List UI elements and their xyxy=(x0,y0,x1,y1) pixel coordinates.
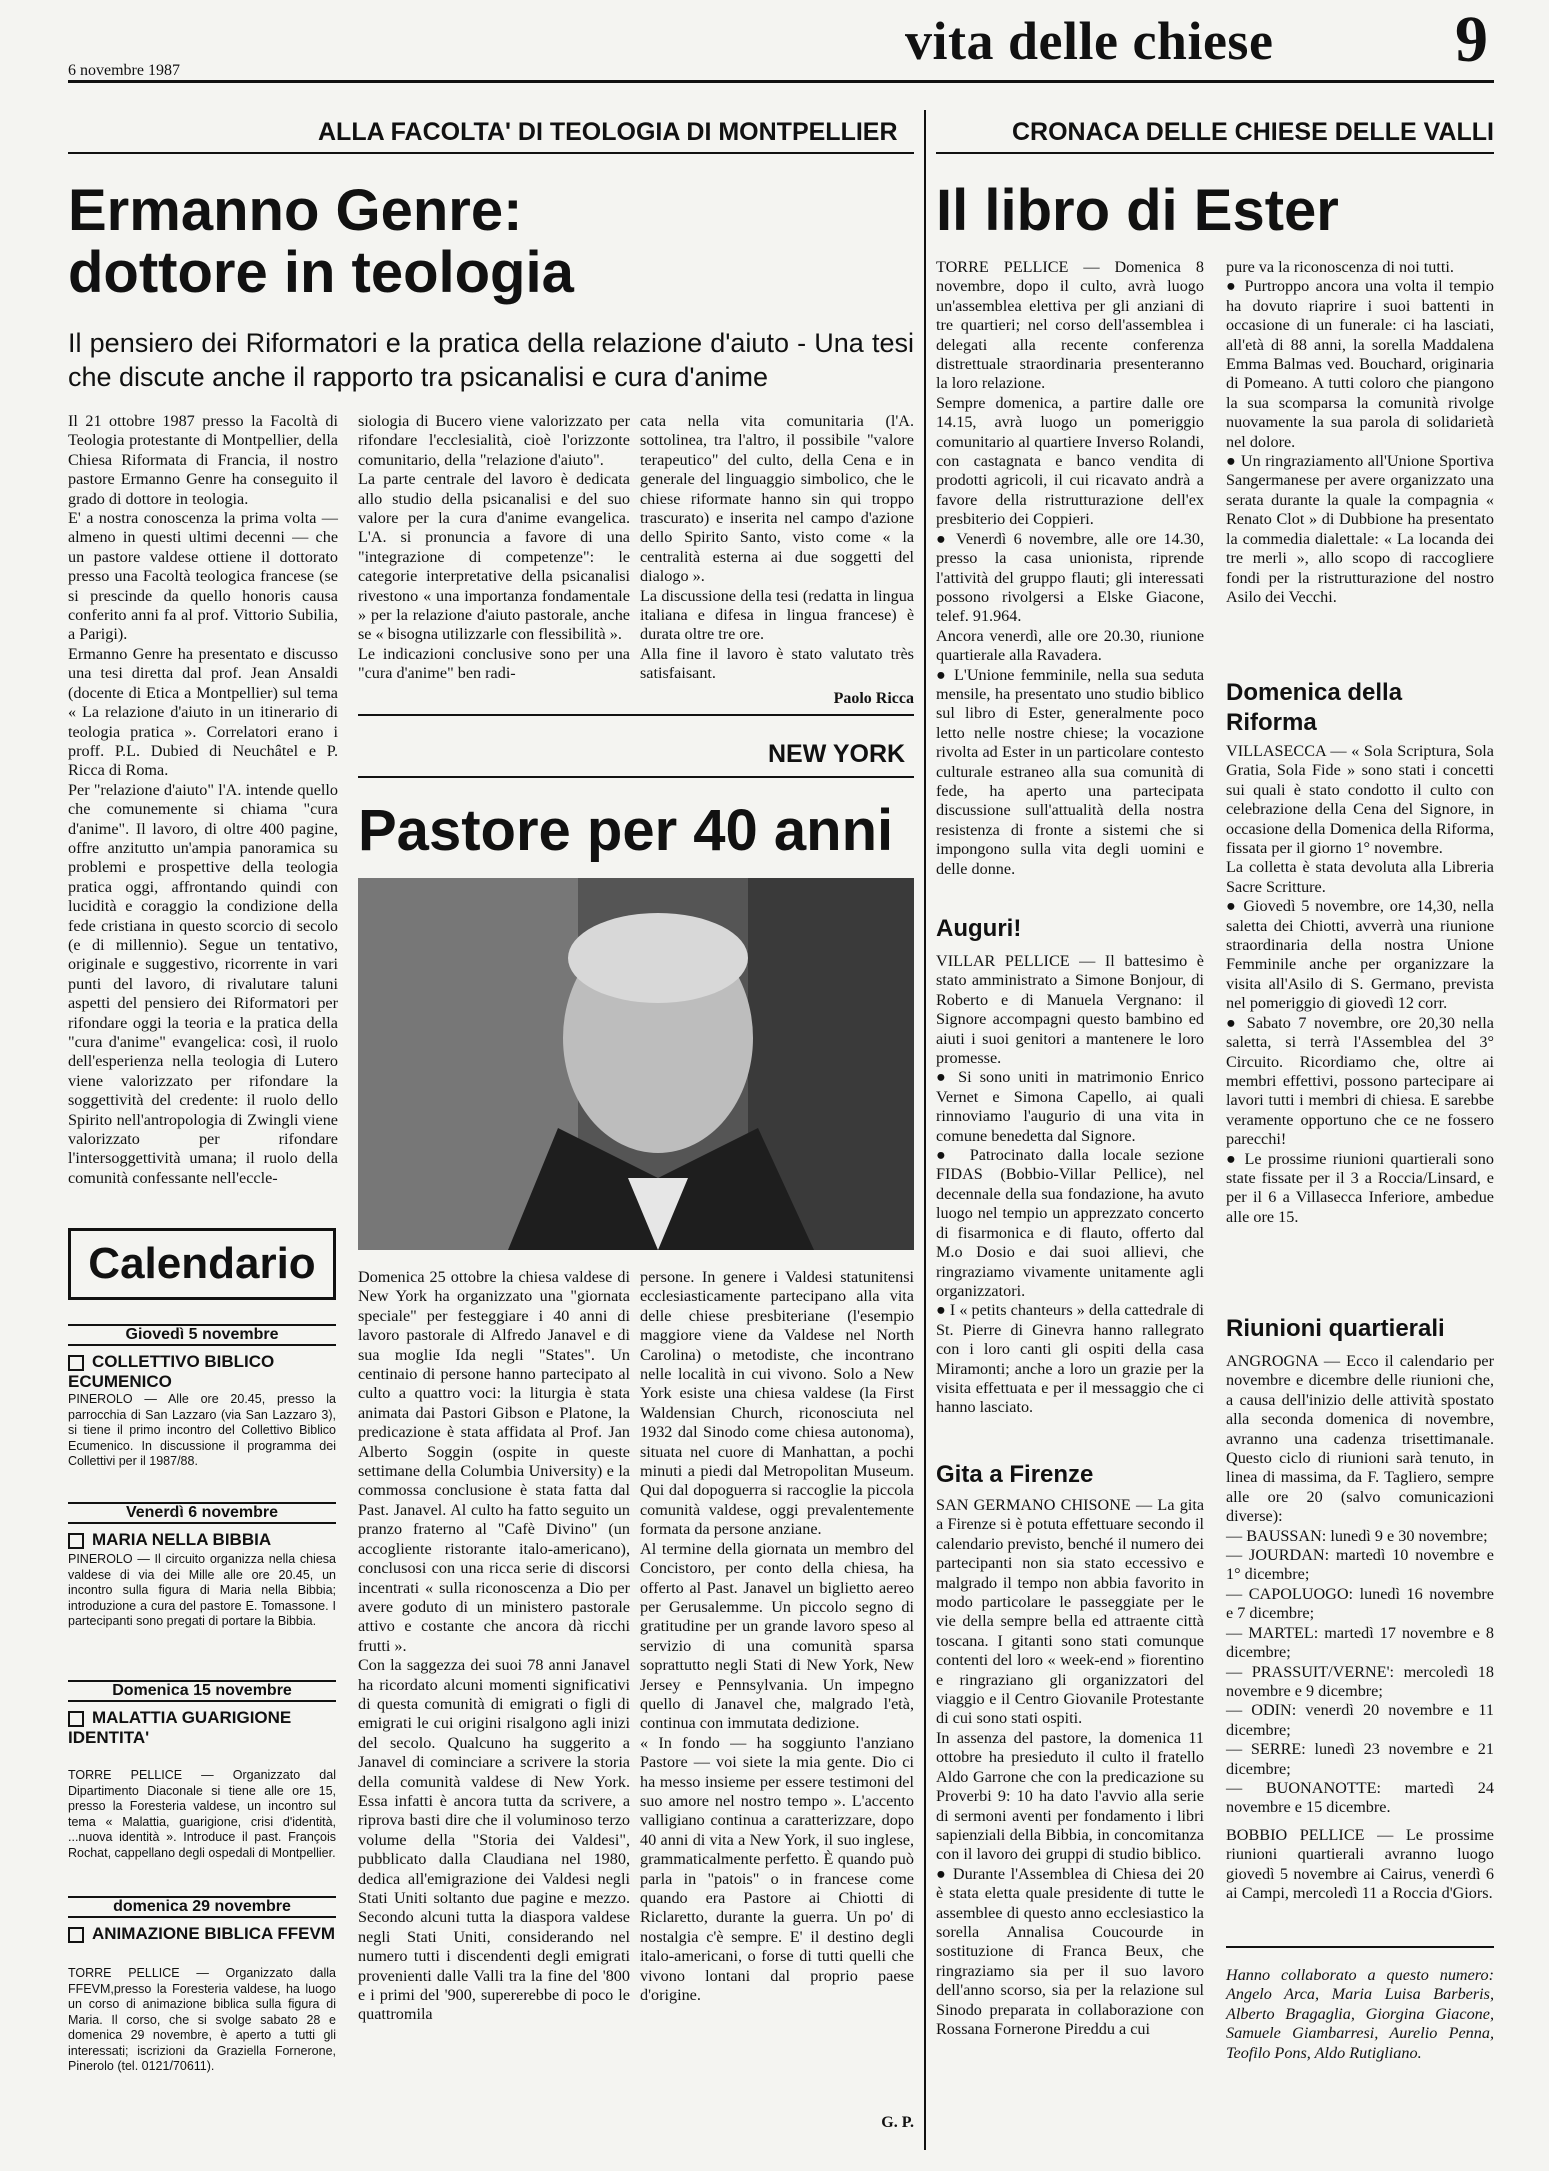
calendar-event-text: TORRE PELLICE — Organizzato dal Dipartimento Diaconale si tiene alle ore 15, presso la Foresteria valdese, un incontro sul tema « Malattia, guarigione, crisi d'identità, ...nuova identità ». Introduce il past. François Rochat, cappellano degli ospedali di Montpellier. xyxy=(68,1768,336,1860)
article1-col2: siologia di Bucero viene valorizzato per rifondare l'ecclesialità, cioè l'orizzonte comunitario, della "relazione d'aiuto". La parte centrale del lavoro è dedicata allo studio della psicanalisi e del suo valore per la cura d'anime evangelica. L'A. si pronuncia a favore di una "integrazione di competenze": le categorie interpretative della psicanalisi rivestono « una importanza fondamentale » per la relazione d'aiuto pastorale, anche se « bisogna utilizzarle con flessibilità ». Le indicazioni conclusive sono per una "cura d'anime" ben radi- xyxy=(358,412,630,683)
gita-title: Gita a Firenze xyxy=(936,1461,1094,1488)
checkbox-icon xyxy=(68,1533,84,1549)
calendar-event-title: MALATTIA GUARIGIONE IDENTITA' xyxy=(68,1708,292,1747)
calendar-event-title: MARIA NELLA BIBBIA xyxy=(68,1530,336,1550)
right-kicker-rule xyxy=(936,152,1494,154)
riforma-title: Domenica della Riforma xyxy=(1226,679,1403,736)
riunioni-text: ANGROGNA — Ecco il calendario per novembre e dicembre delle riunioni che, a causa dell'inizio delle attività spostato alla seconda domenica di novembre, avranno una cadenza trisettimanale. Questo ciclo di riunioni sarà tenuto, in linea di massima, da F. Tagliero, sempre alle ore 20 (salvo comunicazioni diverse): — BAUSSAN: lunedì 9 e 30 novembre; — JOURDAN: martedì 10 novembre e 1° dicembre; — CAPOLUOGO: lunedì 16 novembre e 7 dicembre; — MARTEL: martedì 17 novembre e 8 dicembre; — PRASSUIT/VERNE': mercoledì 18 novembre e 9 dicembre; — ODIN: venerdì 20 novembre e 11 dicembre; — SERRE: lunedì 23 novembre e 21 dicembre; — BUONANOTTE: martedì 24 novembre e 15 dicembre. xyxy=(1226,1352,1494,1817)
riforma-text: VILLASECCA — « Sola Scriptura, Sola Gratia, Sola Fide » sono stati i concetti sui quali è stato condotto il culto con celebrazione della Cena del Signore, in occasione della Domenica della Riforma, fissata per il giorno 1° novembre. La colletta è stata devoluta alla Libreria Sacre Scritture. ● Giovedì 5 novembre, ore 14,30, nella saletta dei Chiotti, avverrà una riunione straordinaria della nostra Unione Femminile anche per organizzare la visita all'Asilo di S. Germano, prevista nel pomeriggio di giovedì 12 corr. ● Sabato 7 novembre, ore 20,30 nella saletta, si terrà l'Assemblea del 3° Circuito. Ricordiamo che, oltre ai membri effettivi, possono partecipare ai lavori tutti i membri di chiesa. E sarebbe veramente opportuno che ce ne fossero parecchi! ● Le prossime riunioni quartierali sono state fissate per il 3 a Roccia/Linsard, e per il 6 a Villasecca Inferiore, ambedue alle ore 15. xyxy=(1226,742,1494,1226)
article2-col1: Domenica 25 ottobre la chiesa valdese di New York ha organizzato una "giornata speciale" per festeggiare i 40 anni di lavoro pastorale di Alfredo Janavel e di sua moglie Ida negli "States". Un centinaio di persone hanno partecipato al culto a quattro voci: la liturgia è stata animata dai Pastori Gibson e Platone, la predicazione è stata affidata al Prof. Jan Alberto Soggin (ospite in queste settimane della Columbia University) e la commossa conclusione è stata fatta dal Past. Janavel. Al culto ha fatto seguito un pranzo fraterno al "Cafè Divino" (un accogliente ristorante italo-americano), conclusosi con una ricca serie di discorsi incentrati « sulla riconoscenza a Dio per avere goduto di un ministero pastorale attivo e costante che ancora dà ricchi frutti ». Con la saggezza dei suoi 78 anni Janavel ha ricordato alcuni momenti significativi di questa comunità di emigrati o figli di emigrati le cui origini risalgono agli inizi del secolo. Qualcuno ha suggerito a Janavel di cominciare a scrivere la storia della comunità valdese di New York. Essa infatti è ancora tutta da scrivere, a riprova basti dire che il voluminoso terzo volume della "Storia dei Valdesi", pubblicato dalla Claudiana nel 1980, dedica all'emigrazione dei Valdesi negli Stati Uniti soltanto due pagine e mezzo. Secondo alcuni tutta la diaspora valdese negli Stati Uniti, considerando nel numero tutti i discendenti degli emigrati provenienti dalle Valli tra la fine del '800 e i primi del '900, supererebbe di poco le quattromila xyxy=(358,1268,630,2024)
article1-title: Ermanno Genre: dottore in teologia xyxy=(68,178,574,305)
checkbox-icon xyxy=(68,1711,84,1727)
issue-date: 6 novembre 1987 xyxy=(68,62,180,79)
calendar-event-title: ANIMAZIONE BIBLICA FFEVM xyxy=(68,1924,336,1944)
bobbio-text: BOBBIO PELLICE — Le prossime riunioni quartierali avranno luogo giovedì 5 novembre ai Cairus, venerdì 6 ai Campi, mercoledì 11 a Roccia d'Giors. xyxy=(1226,1826,1494,1903)
right-title: Il libro di Ester xyxy=(936,178,1339,243)
gita-text: SAN GERMANO CHISONE — La gita a Firenze si è potuta effettuare secondo il calendario previsto, benché il numero dei partecipanti non sia stato eccessivo e malgrado il tempo non abbia favorito in modo particolare le passeggiate per le vie della sempre bella ed attraente città toscana. I gitanti sono stati comunque contenti del loro « week-end » fiorentino e ringraziano gli organizzatori del viaggio e il Centro Giovanile Protestante di cui sono stati ospiti. In assenza del pastore, la domenica 11 ottobre ha presieduto il culto il fratello Aldo Garrone che con la predicazione su Proverbi 9: 10 ha dato l'avvio alla serie di sermoni aventi per fondamento i libri sapienziali della Bibbia, in concomitanza con il lavoro dei gruppi di studio biblico. ● Durante l'Assemblea di Chiesa dei 20 è stata eletta quale presidente di tutte le assemblee di questo anno ecclesiastico la sorella Annalisa Coucourde in sostituzione di Franca Beux, che ringraziamo sia per il suo lavoro dell'anno scorso, sia per la relazione sul Sinodo preparata in collaborazione con Rossana Fornerone Pireddu a cui xyxy=(936,1496,1204,2038)
article1-col3: cata nella vita comunitaria (l'A. sottolinea, tra l'altro, il possibile "valore terapeutico" del culto, della Cena e in generale del linguaggio simbolico, che le chiese riformate hanno sin qui troppo trascurato) e inserita nel campo d'azione dello Spirito Santo, visto come « la centralità esterna ai due soggetti del dialogo ». La discussione della tesi (redatta in lingua italiana e difesa in lingua francese) è durata oltre tre ore. Alla fine il lavoro è stato valutato très satisfaisant. xyxy=(640,412,914,683)
article1-signature: Paolo Ricca xyxy=(833,690,914,707)
calendar-event-title: COLLETTIVO BIBLICO ECUMENICO xyxy=(68,1352,275,1391)
article2-kicker: NEW YORK xyxy=(768,740,906,768)
article2-signature: G. P. xyxy=(881,2114,914,2131)
header-rule xyxy=(68,80,1494,83)
article1-col1: Il 21 ottobre 1987 presso la Facoltà di Teologia protestante di Montpellier, della Chiesa Riformata di Francia, il nostro pastore Ermanno Genre ha conseguito il grado di dottore in teologia. E' a nostra conoscenza la prima volta — almeno in questi ultimi decenni — che un pastore valdese ottiene il dottorato presso una Facoltà teologica francese (se si prescinde da quello honoris causa conferito anni fa al prof. Vittorio Subilia, a Parigi). Ermanno Genre ha presentato e discusso una tesi diretta dal prof. Jean Ansaldi (docente di Etica a Montpellier) sul tema « La relazione d'aiuto in un itinerario di teologia pratica ». Correlatori erano i proff. P.L. Dubied di Neuchâtel e P. Ricca di Roma. Per "relazione d'aiuto" l'A. intende quello che comunemente si chiama "cura d'anime". Il lavoro, di oltre 400 pagine, offre anzitutto un'ampia panoramica su problemi e prospettive della teologia pratica oggi, affrontando quindi con lucidità e coraggio la condizione della fede cristiana in questo scorcio di secolo (e di millennio). Segue un tentativo, originale e suggestivo, ricorrente in vari punti del lavoro, di rivalutare taluni aspetti del pensiero dei Riformatori per rifondare oggi la teoria e la pratica della "cura d'anime" evangelica: così, il ruolo dell'esperienza nella teologia di Lutero viene valorizzato per rifondare la soggettività del credente: il ruolo dello Spirito nell'antropologia di Zwingli viene valorizzato per rifondare l'intersoggettività umana; il ruolo della comunità confessante nell'eccle- xyxy=(68,412,338,1187)
right-colB: pure va la riconoscenza di noi tutti. ● Purtroppo ancora una volta il tempio ha dovuto riaprire i suoi battenti in occasione di un funerale: ci ha lasciati, all'età di 88 anni, la sorella Maddalena Emma Balmas ved. Bouchard, originaria di Pomeano. A tutti coloro che piangono la sua scomparsa la comunità rivolge nuovamente la sua parola di solidarietà nel dolore. ● Un ringraziamento all'Unione Sportiva Sangermanese per avere organizzato una serata durante la quale la compagnia « Renato Clot » di Dubbione ha presentato la commedia dialettale: « La locanda dei tre merli », allo scopo di raccogliere fondi per la ristrutturazione del nostro Asilo dei Vecchi. xyxy=(1226,258,1494,606)
column-divider xyxy=(924,110,926,2150)
checkbox-icon xyxy=(68,1927,84,1943)
article1-deck: Il pensiero dei Riformatori e la pratica della relazione d'aiuto - Una tesi che discute anche il rapporto tra psicanalisi e cura d'anime xyxy=(68,328,914,392)
right-colA: TORRE PELLICE — Domenica 8 novembre, dopo il culto, avrà luogo un'assemblea elettiva per gli anziani di tre quartieri; nel corso dell'assemblea i delegati alla recente conferenza distrettuale straordinaria presenteranno la loro relazione. Sempre domenica, a partire dalle ore 14.15, avrà luogo un pomeriggio comunitario al quartiere Inverso Rolandi, con castagnata e banco vendita di prodotti agricoli, il cui ricavato andrà a favore della ristrutturazione dell'ex presbiterio dei Coppieri. ● Venerdì 6 novembre, alle ore 14.30, presso la casa unionista, riprende l'attività del gruppo flauti; gli interessati possono rivolgersi a Elske Giacone, telef. 91.964. Ancora venerdì, alle ore 20.30, riunione quartierale alla Ravadera. ● L'Unione femminile, nella sua seduta mensile, ha presentato uno studio biblico sul libro di Ester, generalmente poco letto nelle nostre chiese; la vocazione rivolta ad Ester in un particolare contesto culturale estraneo alla sua comunità di fede, ha aperto una partecipata discussione sull'attualità della nostra resistenza di fronte a sistemi che si impongono sulla vita degli uomini e delle donne. xyxy=(936,258,1204,878)
credits-text: Hanno collaborato a questo numero: Angelo Arca, Maria Luisa Barberis, Alberto Bragaglia, Giorgina Giacone, Samuele Giambarresi, Aurelio Penna, Teofilo Pons, Aldo Rutigliano. xyxy=(1226,1966,1494,2062)
article2-photo xyxy=(358,878,914,1250)
article2-kicker-rule xyxy=(358,776,914,778)
article2-col2: persone. In genere i Valdesi statunitensi ecclesiasticamente partecipano alla vita delle chiese presbiteriane (l'esempio maggiore viene da Valdese nel North Carolina) o metodiste, che incontrano nelle località in cui vivono. Solo a New York esiste una chiesa valdese (la First Waldensian Church, riconosciuta nel 1932 dal Sinodo come chiesa autonoma), situata nel cuore di Manhattan, a pochi minuti a piedi dal Metropolitan Museum. Qui dal dopoguerra si raccoglie la piccola comunità valdese, oggi prevalentemente formata da persone anziane. Al termine della giornata un membro del Concistoro, per conto della chiesa, ha offerto al Past. Janavel un biglietto aereo per Gerusalemme. Un piccolo segno di gratitudine per un grande lavoro speso al servizio di una comunità sparsa soprattutto negli Stati di New York, New Jersey e Pennsylvania. Un impegno quello di Janavel che, malgrado l'età, continua con immutata dedizione. « In fondo — ha soggiunto l'anziano Pastore — voi siete la mia gente. Dio ci ha messo insieme per essere testimoni del suo amore nel nostro tempo ». L'accento valligiano continua a caratterizzare, dopo 40 anni di vita a New York, il suo inglese, grammaticalmente perfetto. È quando può parla in "patois" o in francese come quando era Pastore ai Chiotti di Riclaretto, durante la guerra. Un po' di nostalgia c'è sempre. E' il destino degli italo-americani, o forse di tutti quelli che vivono lontani dal proprio paese d'origine. xyxy=(640,1268,914,2005)
auguri-title: Auguri! xyxy=(936,915,1022,942)
auguri-text: VILLAR PELLICE — Il battesimo è stato amministrato a Simone Bonjour, di Roberto e di Manuela Vergnano: il Signore accompagni questo bambino ed aiuti i suoi genitori a mantenere le loro promesse. ● Si sono uniti in matrimonio Enrico Vernet e Simona Capello, ai quali rinnoviamo l'augurio di una vita in comune benedetta dal Signore. ● Patrocinato dalla locale sezione FIDAS (Bobbio-Villar Pellice), nel decennale della sua fondazione, ha avuto luogo nel tempio un apprezzato concerto di fisarmonica e di flauto, offerto dal M.o Dosio e dai suoi allievi, che ringraziamo vivamente unitamente agli organizzatori. ● I « petits chanteurs » della cattedrale di St. Pierre di Ginevra hanno rallegrato con i loro canti gli ospiti della casa Miramonti; anche a loro un grazie per la visita effettuata e per il messaggio che ci hanno lasciato. xyxy=(936,952,1204,1417)
credits-rule xyxy=(1226,1946,1494,1948)
calendar-day: domenica 29 novembre xyxy=(68,1896,336,1918)
section-title: vita delle chiese xyxy=(905,11,1274,71)
article2-top-rule xyxy=(358,714,914,716)
calendar-event-text: TORRE PELLICE — Organizzato dalla FFEVM,presso la Foresteria valdese, ha luogo un corso di animazione biblica sulla figura di Maria. Il corso, che si svolge sabato 28 e domenica 29 novembre, è aperto a tutti gli interessati; iscrizioni da Graziella Fornerone, Pinerolo (tel. 0121/70611). xyxy=(68,1966,336,2073)
page-number: 9 xyxy=(1455,3,1488,76)
calendar-day: Venerdì 6 novembre xyxy=(68,1502,336,1524)
calendar-day: Giovedì 5 novembre xyxy=(68,1324,336,1346)
article1-kicker: ALLA FACOLTA' DI TEOLOGIA DI MONTPELLIER xyxy=(318,118,898,146)
calendar-event-text: PINEROLO — Alle ore 20.45, presso la parrocchia di San Lazzaro (via San Lazzaro 3), si tiene il primo incontro del Collettivo Biblico Ecumenico. In discussione il programma dei Collettivi per il 1987/88. xyxy=(68,1392,336,1468)
right-kicker: CRONACA DELLE CHIESE DELLE VALLI xyxy=(1012,118,1494,146)
article2-title: Pastore per 40 anni xyxy=(358,798,894,863)
calendar-day: Domenica 15 novembre xyxy=(68,1680,336,1702)
calendar-title: Calendario xyxy=(68,1228,336,1300)
calendar-event-text: PINEROLO — Il circuito organizza nella chiesa valdese di via dei Mille alle ore 20.45, un incontro sulla figura di Maria nella Bibbia; introduzione a cura del pastore E. Tomassone. I partecipanti sono pregati di portare la Bibbia. xyxy=(68,1552,336,1628)
checkbox-icon xyxy=(68,1355,84,1371)
portrait-image xyxy=(358,878,914,1250)
riunioni-title: Riunioni quartierali xyxy=(1226,1315,1445,1342)
article1-kicker-rule xyxy=(68,152,914,154)
